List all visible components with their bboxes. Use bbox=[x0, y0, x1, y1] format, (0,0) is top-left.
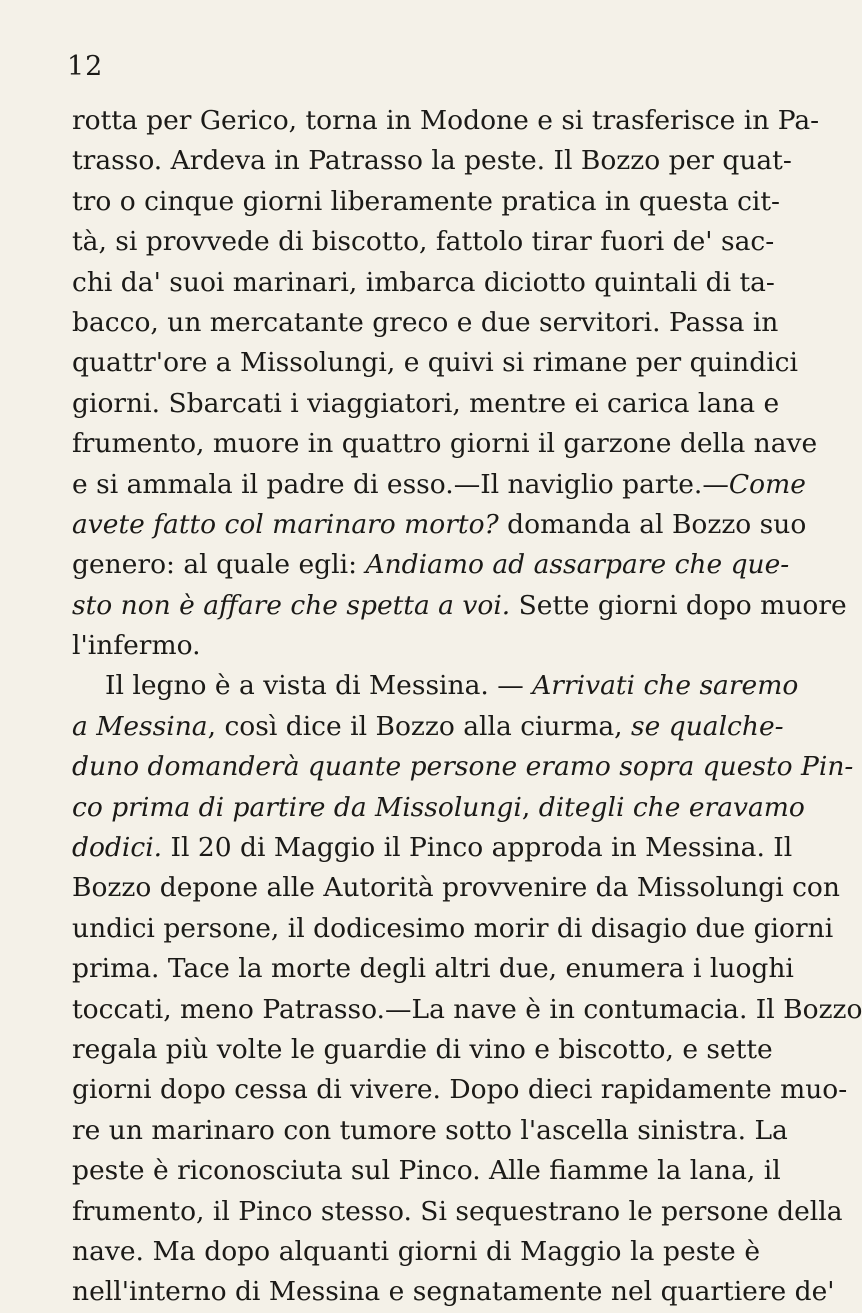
text-line bbox=[72, 868, 840, 908]
text-span: undici persone, il dodicesimo morir di disagio due giorni bbox=[72, 912, 834, 944]
text-line bbox=[72, 545, 790, 585]
italic-span: dodici. bbox=[72, 832, 163, 864]
text-line bbox=[72, 303, 779, 343]
italic-span: Arrivati che saremo bbox=[532, 670, 799, 702]
text-line bbox=[72, 666, 799, 706]
italic-span: ditegli che eravamo bbox=[538, 791, 805, 823]
text-line bbox=[72, 1151, 781, 1191]
text-span: domanda al Bozzo suo bbox=[498, 508, 807, 540]
text-line bbox=[72, 141, 792, 181]
text-span: chi da' suoi marinari, imbarca diciotto quintali di ta- bbox=[72, 266, 775, 298]
page-number: 12 bbox=[67, 51, 104, 82]
text-line bbox=[72, 1192, 843, 1232]
text-span: Il 20 di Maggio il Pinco approda in Messina. Il bbox=[162, 832, 793, 864]
text-span: l'infermo. bbox=[72, 630, 201, 662]
text-span: , così dice il Bozzo alla ciurma, bbox=[207, 710, 632, 742]
text-line bbox=[72, 101, 820, 141]
text-line bbox=[72, 707, 784, 747]
italic-span: duno domanderà quante persone eramo sopra questo Pin- bbox=[72, 751, 854, 783]
text-line bbox=[72, 465, 806, 505]
italic-span: Come bbox=[728, 468, 806, 500]
text-line bbox=[72, 586, 847, 626]
text-span: nave. Ma dopo alquanti giorni di Maggio la peste è bbox=[72, 1235, 760, 1267]
text-line bbox=[72, 384, 780, 424]
body-text bbox=[72, 101, 862, 1313]
text-line bbox=[72, 505, 807, 545]
text-span: re un marinaro con tumore sotto l'ascella sinistra. La bbox=[72, 1114, 788, 1146]
text-line bbox=[72, 263, 775, 303]
text-line bbox=[72, 788, 805, 828]
text-span: nell'interno di Messina e segnatamente nel quartiere de' bbox=[72, 1276, 835, 1308]
text-line bbox=[72, 909, 834, 949]
text-line bbox=[72, 828, 793, 868]
text-line bbox=[72, 343, 798, 383]
text-line bbox=[72, 747, 854, 787]
text-span: e si ammala il padre di esso.—Il naviglio parte.— bbox=[72, 468, 729, 500]
text-span: bacco, un mercatante greco e due servitori. Passa in bbox=[72, 306, 779, 338]
text-span: peste è riconosciuta sul Pinco. Alle fiamme la lana, il bbox=[72, 1155, 781, 1187]
text-span: Il legno è a vista di Messina. — bbox=[105, 670, 533, 702]
text-line bbox=[72, 1111, 788, 1151]
text-span: quattr'ore a Missolungi, e quivi si rimane per quindici bbox=[72, 347, 798, 379]
italic-span: co prima di partire da Missolungi bbox=[72, 791, 522, 823]
italic-span: Andiamo ad assarpare che que- bbox=[365, 549, 790, 581]
paragraph-1 bbox=[72, 101, 847, 666]
text-line bbox=[72, 949, 794, 989]
text-span: genero: al quale egli: bbox=[72, 549, 366, 581]
text-span: giorni dopo cessa di vivere. Dopo dieci rapidamente muo- bbox=[72, 1074, 848, 1106]
text-span: rotta per Gerico, torna in Modone e si trasferisce in Pa- bbox=[72, 105, 820, 136]
text-span: tà, si provvede di biscotto, fattolo tirar fuori de' sac- bbox=[72, 226, 775, 258]
text-span: Bozzo depone alle Autorità provvenire da Missolungi con bbox=[72, 872, 840, 904]
text-line bbox=[72, 1232, 760, 1272]
text-span: , bbox=[521, 791, 539, 823]
italic-span: se qualche- bbox=[631, 710, 784, 742]
text-span: giorni. Sbarcati i viaggiatori, mentre ei carica lana e bbox=[72, 387, 780, 419]
text-line bbox=[72, 990, 862, 1030]
italic-span: sto non è affare che spetta a voi. bbox=[72, 589, 511, 621]
text-line bbox=[72, 222, 775, 262]
text-span: toccati, meno Patrasso.—La nave è in contumacia. Il Bozzo bbox=[72, 993, 862, 1025]
text-span: frumento, muore in quattro giorni il garzone della nave bbox=[72, 428, 818, 460]
italic-span: a Messina bbox=[72, 710, 208, 742]
text-line bbox=[72, 626, 760, 666]
text-line bbox=[72, 1030, 773, 1070]
text-span: trasso. Ardeva in Patrasso la peste. Il Bozzo per quat- bbox=[72, 145, 792, 177]
italic-span: avete fatto col marinaro morto? bbox=[72, 508, 499, 540]
text-span: prima. Tace la morte degli altri due, enumera i luoghi bbox=[72, 953, 794, 985]
text-span: tro o cinque giorni liberamente pratica in questa cit- bbox=[72, 185, 781, 217]
text-span: frumento, il Pinco stesso. Si sequestrano le persone della bbox=[72, 1195, 843, 1227]
text-span: Sette giorni dopo muore bbox=[510, 589, 847, 621]
text-line bbox=[72, 1272, 835, 1312]
text-line bbox=[72, 1070, 848, 1110]
text-span: regala più volte le guardie di vino e biscotto, e sette bbox=[72, 1033, 773, 1065]
text-line bbox=[72, 182, 781, 222]
text-line bbox=[72, 424, 818, 464]
paragraph-2 bbox=[72, 666, 862, 1312]
